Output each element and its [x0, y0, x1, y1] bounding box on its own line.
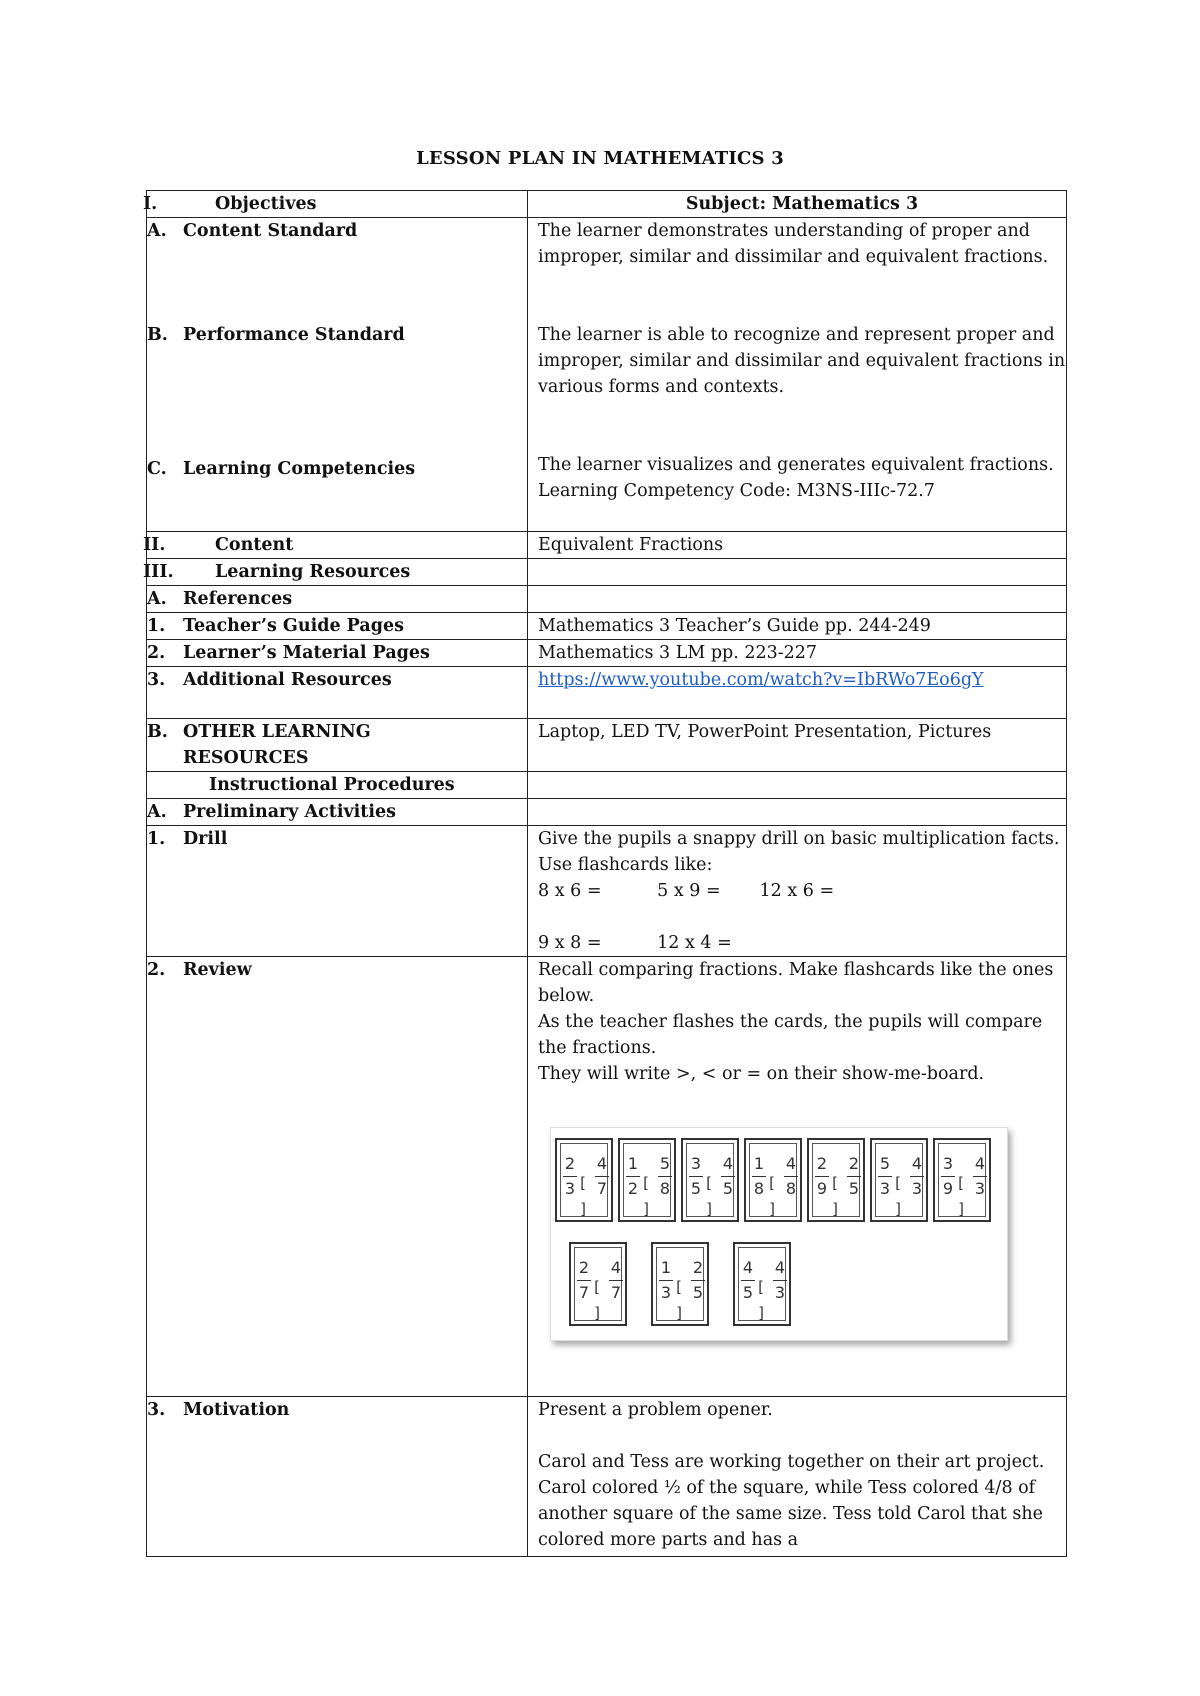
preliminary-label-cell [147, 799, 528, 826]
table-row [147, 532, 1067, 559]
table-row [147, 191, 1067, 218]
flashcard: 3 9 [ ] 4 3 [933, 1138, 991, 1222]
drill-line: 8 x 6 = 5 x 9 = 12 x 6 = [538, 881, 835, 901]
flashcard: 1 8 [ ] 4 8 [744, 1138, 802, 1222]
denominator: 3 [911, 1179, 923, 1198]
drill-label-cell [147, 826, 528, 957]
denominator: 8 [659, 1179, 671, 1198]
table-row [147, 799, 1067, 826]
table-row [147, 559, 1067, 586]
numerator: 2 [564, 1154, 576, 1173]
denominator: 3 [974, 1179, 986, 1198]
denominator: 5 [692, 1283, 704, 1302]
item-number: 3. [147, 1400, 166, 1420]
item-letter: A. [147, 221, 167, 241]
numerator: 4 [974, 1154, 986, 1173]
numerator: 4 [722, 1154, 734, 1173]
table-row [147, 719, 1067, 772]
standards-labels-cell [147, 218, 528, 532]
denominator: 5 [690, 1179, 702, 1198]
competency-text: The learner visualizes and generates equivalent fractions. [538, 455, 1054, 475]
roman-numeral: II. [143, 535, 166, 555]
numerator: 2 [692, 1258, 704, 1277]
denominator: 7 [610, 1283, 622, 1302]
denominator: 3 [564, 1179, 576, 1198]
learners-material-value: Mathematics 3 LM pp. 223-227 [528, 640, 1067, 667]
table-row [147, 1397, 1067, 1557]
denominator: 9 [816, 1179, 828, 1198]
numerator: 4 [774, 1258, 786, 1277]
additional-resources-label: Additional Resources [183, 670, 392, 690]
roman-numeral: I. [143, 194, 158, 214]
item-number: 3. [147, 670, 166, 690]
table-row [147, 640, 1067, 667]
content-standard-text: The learner demonstrates understanding of proper and improper, similar and dissimilar and equivalent fractions. [538, 221, 1049, 267]
content-standard-label: Content Standard [183, 221, 358, 241]
references-label: References [183, 589, 293, 609]
other-resources-value: Laptop, LED TV, PowerPoint Presentation, Pictures [528, 719, 1067, 772]
denominator: 3 [660, 1283, 672, 1302]
page-title: LESSON PLAN IN MATHEMATICS 3 [416, 148, 784, 169]
denominator: 7 [578, 1283, 590, 1302]
flashcard: 3 5 [ ] 4 5 [681, 1138, 739, 1222]
flashcards-image [550, 1127, 1008, 1341]
item-number: 1. [147, 829, 166, 849]
teachers-guide-label: Teacher’s Guide Pages [183, 616, 404, 636]
roman-numeral: III. [143, 562, 174, 582]
drill-label: Drill [183, 829, 228, 849]
performance-standard-text: The learner is able to recognize and represent proper and improper, similar and dissimilar and equivalent fractions in various forms and contexts. [538, 325, 1066, 397]
additional-resources-cell [528, 667, 1067, 719]
numerator: 4 [596, 1154, 608, 1173]
numerator: 4 [785, 1154, 797, 1173]
table-row [147, 586, 1067, 613]
drill-line: 9 x 8 = 12 x 4 = [538, 933, 732, 953]
standards-text-cell [528, 218, 1067, 532]
motivation-text: Present a problem opener. [538, 1400, 773, 1420]
denominator: 7 [596, 1179, 608, 1198]
flashcard: 2 3 [ ] 4 7 [555, 1138, 613, 1222]
denominator: 5 [722, 1179, 734, 1198]
lesson-plan-table [143, 190, 1067, 1557]
review-label-cell [147, 957, 528, 1397]
flashcard: 2 7 [ ] 4 7 [569, 1242, 627, 1326]
item-letter: B. [147, 325, 168, 345]
references-label-cell [147, 586, 528, 613]
teachers-guide-label-cell [147, 613, 528, 640]
denominator: 8 [785, 1179, 797, 1198]
learners-material-label: Learner’s Material Pages [183, 643, 430, 663]
review-text: Recall comparing fractions. Make flashcards like the ones below. As the teacher flashes the cards, the pupils will compare the fractions. They will write >, < or = on their show-me-board. [538, 960, 1054, 1084]
other-resources-label: OTHER LEARNING RESOURCES [183, 722, 371, 768]
item-letter: C. [147, 459, 167, 479]
numerator: 2 [578, 1258, 590, 1277]
numerator: 1 [660, 1258, 672, 1277]
item-letter: A. [147, 589, 167, 609]
table-row [147, 613, 1067, 640]
denominator: 3 [879, 1179, 891, 1198]
drill-text: Give the pupils a snappy drill on basic multiplication facts. Use flashcards like: [538, 829, 1060, 875]
teachers-guide-value: Mathematics 3 Teacher’s Guide pp. 244-249 [528, 613, 1067, 640]
learning-competencies-label: Learning Competencies [183, 459, 416, 479]
flashcard: 1 2 [ ] 5 8 [618, 1138, 676, 1222]
numerator: 1 [753, 1154, 765, 1173]
item-letter: B. [147, 722, 168, 742]
denominator: 5 [742, 1283, 754, 1302]
table-row [147, 667, 1067, 719]
empty-cell [528, 772, 1067, 799]
motivation-label: Motivation [183, 1400, 290, 1420]
problem-opener-text: Carol and Tess are working together on their art project. Carol colored ½ of the square, while Tess colored 4/8 of another square of the same size. Tess told Carol that she colored more parts and has a [538, 1452, 1045, 1550]
competency-code: Learning Competency Code: M3NS-IIIc-72.7 [538, 481, 935, 501]
item-number: 2. [147, 643, 166, 663]
motivation-label-cell [147, 1397, 528, 1557]
content-label-cell [143, 532, 528, 559]
learners-material-label-cell [147, 640, 528, 667]
resources-label-cell [143, 559, 528, 586]
numerator: 2 [816, 1154, 828, 1173]
content-label: Content [215, 535, 294, 555]
motivation-cell [528, 1397, 1067, 1557]
numerator: 5 [659, 1154, 671, 1173]
table-row [147, 957, 1067, 1397]
additional-resources-label-cell [147, 667, 528, 719]
denominator: 2 [627, 1179, 639, 1198]
flashcard: 2 9 [ ] 2 5 [807, 1138, 865, 1222]
item-number: 1. [147, 616, 166, 636]
numerator: 4 [911, 1154, 923, 1173]
performance-standard-label: Performance Standard [183, 325, 405, 345]
item-number: 2. [147, 960, 166, 980]
other-resources-label-cell [147, 719, 528, 772]
numerator: 3 [942, 1154, 954, 1173]
objectives-cell [143, 191, 528, 218]
empty-cell [528, 799, 1067, 826]
numerator: 5 [879, 1154, 891, 1173]
numerator: 1 [627, 1154, 639, 1173]
review-cell [528, 957, 1067, 1397]
numerator: 2 [848, 1154, 860, 1173]
denominator: 5 [848, 1179, 860, 1198]
preliminary-label: Preliminary Activities [183, 802, 397, 822]
numerator: 4 [742, 1258, 754, 1277]
content-value: Equivalent Fractions [528, 532, 1067, 559]
learning-resources-label: Learning Resources [215, 562, 411, 582]
denominator: 3 [774, 1283, 786, 1302]
flashcard: 4 5 [ ] 4 3 [733, 1242, 791, 1326]
youtube-link[interactable]: https://www.youtube.com/watch?v=IbRWo7Eo6gY [538, 670, 984, 690]
objectives-label: Objectives [215, 194, 317, 214]
review-label: Review [183, 960, 252, 980]
table-row [147, 218, 1067, 532]
denominator: 8 [753, 1179, 765, 1198]
numerator: 4 [610, 1258, 622, 1277]
item-letter: A. [147, 802, 167, 822]
empty-cell [528, 559, 1067, 586]
flashcard: 1 3 [ ] 2 5 [651, 1242, 709, 1326]
empty-cell [528, 586, 1067, 613]
table-row [147, 826, 1067, 957]
subject-cell: Subject: Mathematics 3 [528, 191, 1067, 218]
table-row [147, 772, 1067, 799]
drill-cell [528, 826, 1067, 957]
numerator: 3 [690, 1154, 702, 1173]
procedures-label: Instructional Procedures [147, 772, 528, 799]
flashcard: 5 3 [ ] 4 3 [870, 1138, 928, 1222]
denominator: 9 [942, 1179, 954, 1198]
